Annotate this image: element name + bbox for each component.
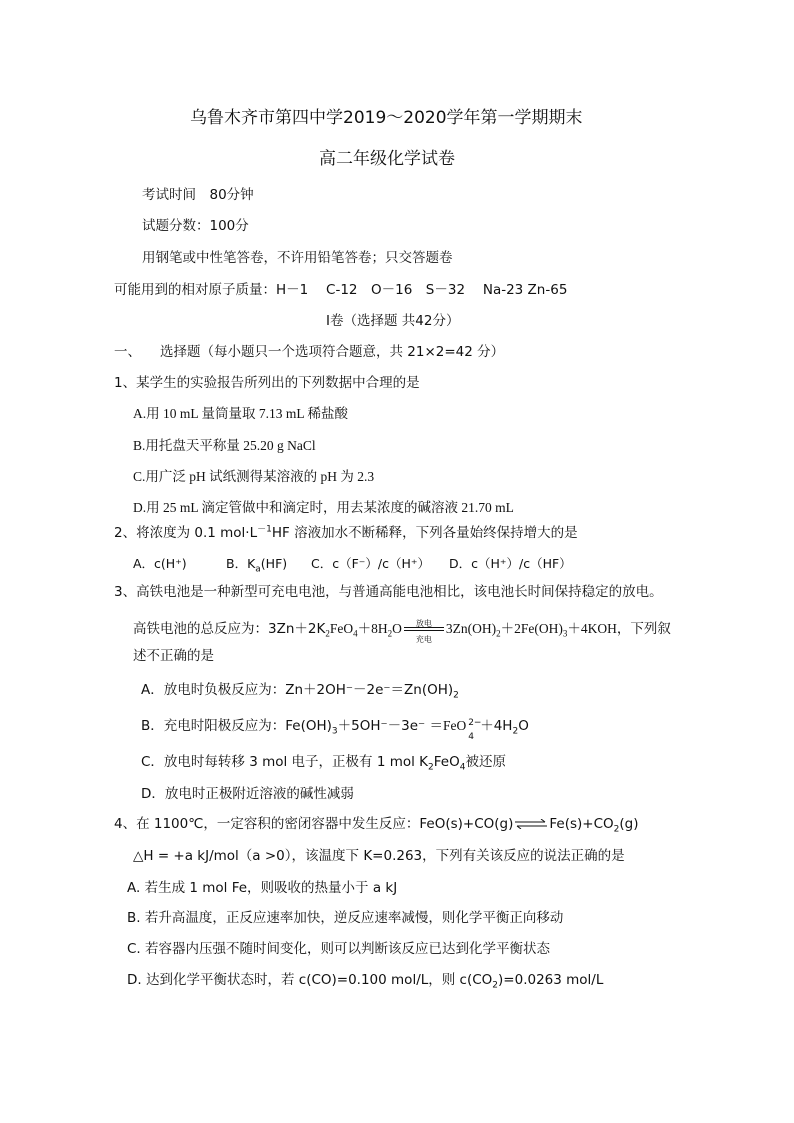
q4-stem-text: 4、在 1100℃，一定容积的密闭容器中发生反应：FeO(s)+CO(g) (114, 816, 514, 832)
q3-reaction-prefix: 高铁电池的总反应为：3Zn＋2K (133, 621, 326, 637)
section-title: Ⅰ卷（选择题 共42分） (326, 313, 460, 329)
q2-option-b-suffix: (HF) (260, 556, 288, 571)
q1-option-a: A.用 10 mL 量筒量取 7.13 mL 稀盐酸 (133, 406, 348, 421)
q2-stem-part1: 2、将浓度为 0.1 mol·L (114, 525, 258, 541)
q3-reaction (133, 619, 671, 644)
q2-stem-part2: HF 溶液加水不断稀释，下列各量始终保持增大的是 (271, 525, 578, 541)
part-label: 一、 (114, 344, 141, 360)
q2-option-b-prefix: B．K (226, 556, 256, 571)
exam-title-line1: 乌鲁木齐市第四中学2019～2020学年第一学期期末 (190, 108, 583, 128)
exam-score: 试题分数：100分 (142, 218, 249, 234)
exam-title-line2: 高二年级化学试卷 (319, 149, 455, 169)
q3-stem: 3、高铁电池是一种新型可充电电池，与普通高能电池相比，该电池长时间保持稳定的放电。 (114, 584, 663, 600)
q1-option-d: D.用 25 mL 滴定管做中和滴定时，用去某浓度的碱溶液 21.70 mL (133, 500, 514, 515)
q4-option-b: B. 若升高温度，正反应速率加快，逆反应速率减慢，则化学平衡正向移动 (127, 910, 564, 926)
q3-stem-end: 述不正确的是 (133, 648, 214, 664)
exam-time: 考试时间 80分钟 (142, 187, 254, 203)
q3-option-c-end: 被还原 (465, 754, 506, 770)
q3-option-a-sub: 2 (453, 690, 459, 701)
q4-line2: △H = +a kJ/mol（a >0），该温度下 K=0.263，下列有关该反应的说法正确的是 (133, 848, 625, 864)
q2-option-b (226, 554, 287, 574)
q1-option-b: B.用托盘天平称量 25.20 g NaCl (133, 438, 316, 453)
q4-option-d: D. 达到化学平衡状态时，若 c(CO)=0.100 mol/L，则 $c(CO_2)=0.0263$ mol/L (127, 972, 604, 991)
q3-option-b-text: B．充电时阳极反应为：Fe(OH) (141, 718, 332, 734)
q2-option-b-sub: a (255, 564, 261, 575)
q2-option-a: A．c(H⁺) (133, 556, 187, 571)
q2-option-c: C．c（F⁻）/c（H⁺） (311, 556, 430, 571)
q3-option-a (141, 680, 459, 700)
q3-option-c: C．放电时每转移 3 mol 电子，正极有 1 mol $K_2FeO_4$被还原 (141, 754, 506, 773)
q3-option-a-text: A．放电时负极反应为：Zn＋2OH⁻－2e⁻＝Zn(OH) (141, 682, 454, 698)
arrow-label-charge: 充电 (415, 635, 432, 644)
equilibrium-arrow-icon (513, 819, 549, 829)
reversible-arrow-icon (402, 619, 446, 644)
q3-option-c-text: C．放电时每转移 3 mol 电子，正极有 1 mol K (141, 754, 429, 770)
q4-stem-end: Fe(s)+CO (549, 816, 614, 832)
q3-reaction-reactants: $_2FeO_4+8H_2O$ (325, 621, 402, 639)
atomic-mass: 可能用到的相对原子质量：H－1 C-12 O－16 S－32 Na-23 Zn-65 (114, 282, 568, 298)
q3-option-b: B．充电时阳极反应为：$Fe(OH)_3+5OH^--3e^- =FeO$ 2− 4 $+4H_2O$ (141, 718, 529, 742)
ferrate-charge: 2− 4 (468, 718, 482, 742)
q1-stem: 1、某学生的实验报告所列出的下列数据中合理的是 (114, 375, 420, 391)
q2-stem-exponent: －1 (257, 524, 272, 535)
q4-option-a: A. 若生成 1 mol Fe，则吸收的热量小于 a kJ (127, 880, 398, 896)
exam-instruction: 用钢笔或中性笔答卷，不许用铅笔答卷；只交答题卷 (142, 250, 453, 266)
q4-option-c: C. 若容器内压强不随时间变化，则可以判断该反应已达到化学平衡状态 (127, 941, 551, 957)
q1-option-c: C.用广泛 pH 试纸测得某溶液的 pH 为 2.3 (133, 469, 375, 484)
q2-option-d: D．c（H⁺）/c（HF） (449, 556, 572, 571)
q3-option-d: D．放电时正极附近溶液的碱性减弱 (141, 786, 354, 802)
q4-option-d-part2: )=0.0263 mol/L (498, 972, 604, 988)
q3-reaction-products: $3Zn(OH)_2+2Fe(OH)_3+4KOH$ (445, 621, 617, 639)
q3-reaction-suffix: ，下列叙 (616, 621, 671, 637)
q2-stem (114, 523, 578, 543)
q4-option-d-part1: D. 达到化学平衡状态时，若 c(CO)=0.100 mol/L，则 c(CO (127, 972, 493, 988)
part-description: 选择题（每小题只一个选项符合题意，共 21×2=42 分） (160, 344, 505, 360)
q4-stem: 4、在 1100℃，一定容积的密闭容器中发生反应：FeO(s)+CO(g) $Fe(s)+CO_2(g)$ (114, 816, 639, 835)
arrow-label-discharge: 放电 (415, 619, 432, 628)
